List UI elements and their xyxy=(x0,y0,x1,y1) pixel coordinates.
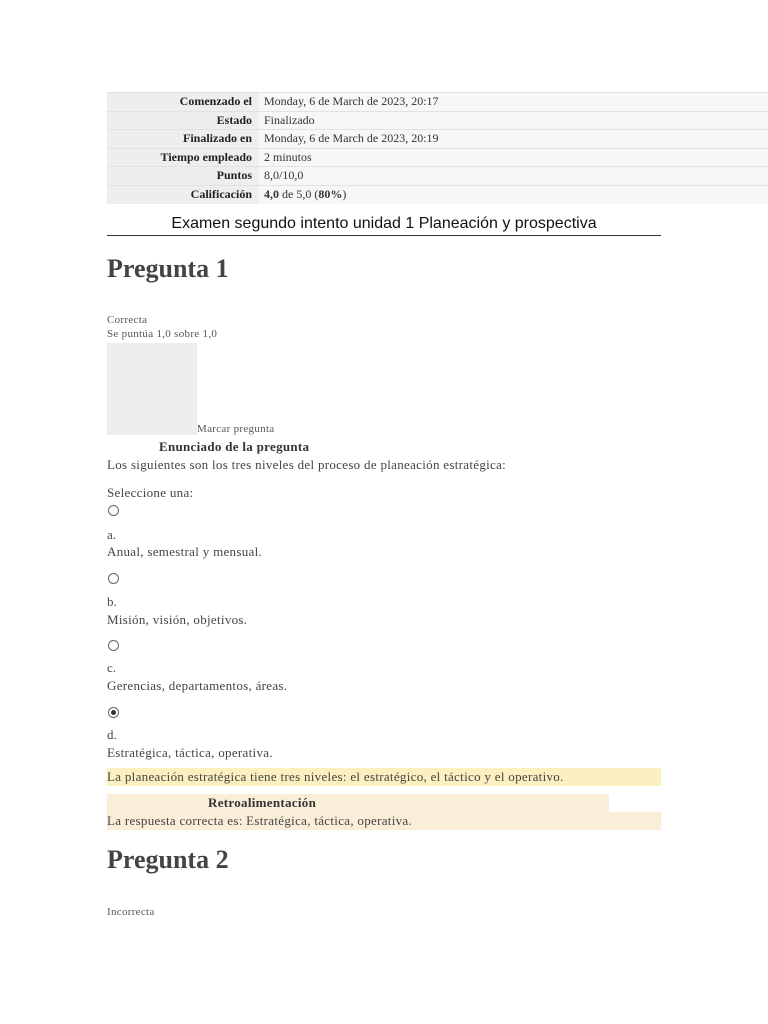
question-2-heading: Pregunta 2 xyxy=(107,845,229,874)
specific-feedback-text: La planeación estratégica tiene tres niveles: el estratégico, el táctico y el operativo. xyxy=(107,769,564,784)
question-1-heading: Pregunta 1 xyxy=(107,254,229,283)
summary-label: Comenzado el xyxy=(107,93,258,112)
option-a-radio[interactable] xyxy=(108,505,119,516)
flag-icon[interactable] xyxy=(107,343,197,435)
question-2-status: Incorrecta xyxy=(107,906,155,918)
option-d-letter: d. xyxy=(107,727,117,742)
summary-row-points xyxy=(107,167,768,186)
grade-value: 4,0 xyxy=(264,187,279,201)
statement-heading: Enunciado de la pregunta xyxy=(159,439,310,454)
option-c-radio[interactable] xyxy=(108,640,119,651)
option-b-letter: b. xyxy=(107,594,117,609)
summary-value: Monday, 6 de March de 2023, 20:17 xyxy=(258,93,768,112)
grade-percent: 80% xyxy=(318,187,343,201)
summary-row-grade xyxy=(107,185,768,204)
summary-label: Puntos xyxy=(107,167,258,186)
summary-value: 2 minutos xyxy=(258,148,768,167)
flag-question-link[interactable]: Marcar pregunta xyxy=(197,423,275,435)
summary-label: Tiempo empleado xyxy=(107,148,258,167)
attempt-summary-table xyxy=(107,92,768,204)
summary-value xyxy=(258,185,768,204)
right-answer-box xyxy=(107,812,661,830)
summary-label: Estado xyxy=(107,111,258,130)
summary-value: Finalizado xyxy=(258,111,768,130)
summary-label: Finalizado en xyxy=(107,130,258,149)
exam-title: Examen segundo intento unidad 1 Planeación y prospectiva xyxy=(107,215,661,236)
option-a-letter: a. xyxy=(107,527,117,542)
option-c-letter: c. xyxy=(107,660,117,675)
option-b-text[interactable]: Misión, visión, objetivos. xyxy=(107,612,248,627)
question-statement: Los siguientes son los tres niveles del proceso de planeación estratégica: xyxy=(107,457,507,472)
question-1-status: Correcta xyxy=(107,314,148,326)
option-d-radio[interactable] xyxy=(108,707,119,718)
question-1-score: Se puntúa 1,0 sobre 1,0 xyxy=(107,328,218,340)
summary-row-state xyxy=(107,111,768,130)
summary-value: 8,0/10,0 xyxy=(258,167,768,186)
grade-close: ) xyxy=(342,187,347,201)
right-answer-text: La respuesta correcta es: Estratégica, táctica, operativa. xyxy=(107,813,413,828)
option-b-radio[interactable] xyxy=(108,573,119,584)
option-c-text[interactable]: Gerencias, departamentos, áreas. xyxy=(107,678,288,693)
summary-row-started xyxy=(107,93,768,112)
option-d-text[interactable]: Estratégica, táctica, operativa. xyxy=(107,745,273,760)
feedback-heading: Retroalimentación xyxy=(208,795,317,810)
summary-label: Calificación xyxy=(107,185,258,204)
summary-row-time xyxy=(107,148,768,167)
option-a-text[interactable]: Anual, semestral y mensual. xyxy=(107,544,263,559)
select-prompt: Seleccione una: xyxy=(107,485,194,500)
feedback-heading-box xyxy=(107,794,609,812)
summary-row-finished xyxy=(107,130,768,149)
grade-of: de 5,0 ( xyxy=(279,187,319,201)
specific-feedback xyxy=(107,768,661,786)
summary-value: Monday, 6 de March de 2023, 20:19 xyxy=(258,130,768,149)
